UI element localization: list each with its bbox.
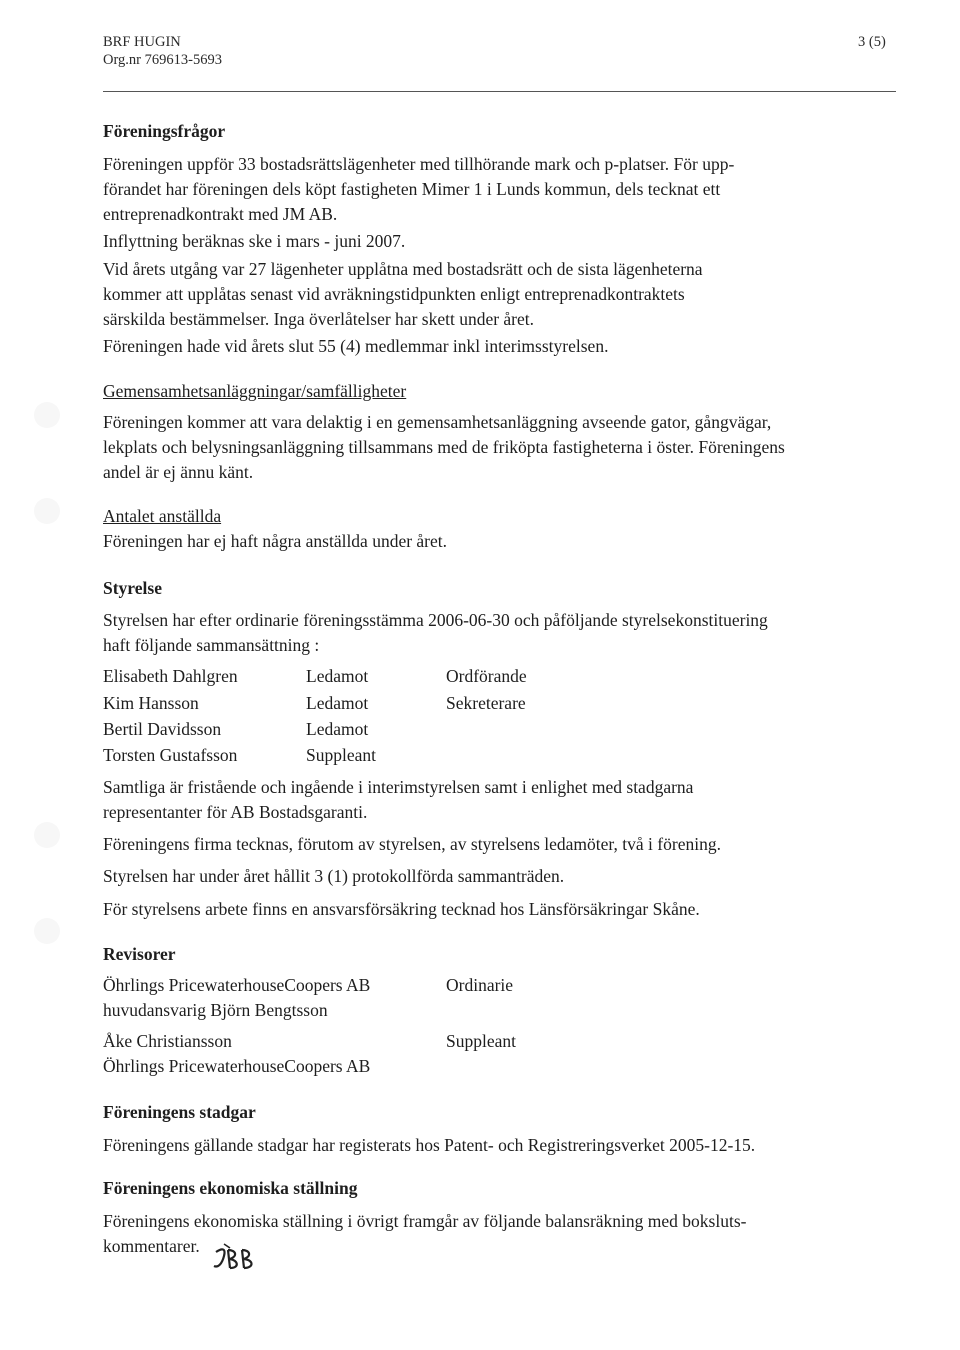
board-member-name: Elisabeth Dahlgren: [103, 666, 238, 686]
board-member-position: Ordförande: [446, 666, 527, 686]
auditor-line: Åke Christiansson: [103, 1031, 232, 1051]
subsection-title-gemensamhet: Gemensamhetsanläggningar/samfälligheter: [103, 381, 407, 401]
paragraph-line: entreprenadkontrakt med JM AB.: [103, 204, 338, 224]
org-number: Org.nr 769613-5693: [103, 52, 222, 68]
paragraph-line: lekplats och belysningsanläggning tillsammans med de friköpta fastigheterna i öster. Föreningens: [103, 437, 785, 457]
paragraph-line: Inflyttning beräknas ske i mars - juni 2007.: [103, 231, 406, 251]
punch-hole-decoration: [34, 822, 60, 848]
paragraph-line: Föreningen kommer att vara delaktig i en gemensamhetsanläggning avseende gator, gångvägar,: [103, 412, 772, 432]
auditor-role: Suppleant: [446, 1031, 516, 1051]
paragraph-line: Samtliga är fristående och ingående i interimstyrelsen samt i enlighet med stadgarna: [103, 777, 694, 797]
section-title-foreningsfragor: Föreningsfrågor: [103, 121, 226, 141]
section-title-stadgar: Föreningens stadgar: [103, 1102, 256, 1122]
punch-hole-decoration: [34, 498, 60, 524]
section-title-ekonomisk: Föreningens ekonomiska ställning: [103, 1178, 358, 1198]
punch-hole-decoration: [34, 918, 60, 944]
auditor-line: huvudansvarig Björn Bengtsson: [103, 1000, 328, 1020]
section-title-revisorer: Revisorer: [103, 944, 176, 964]
paragraph-line: Föreningens ekonomiska ställning i övrigt framgår av följande balansräkning med boksluts-: [103, 1211, 747, 1231]
paragraph-line: kommentarer.: [103, 1236, 200, 1256]
paragraph-line: Styrelsen har under året hållit 3 (1) protokollförda sammanträden.: [103, 866, 565, 886]
paragraph-line: För styrelsens arbete finns en ansvarsförsäkring tecknad hos Länsförsäkringar Skåne.: [103, 899, 700, 919]
paragraph-line: haft följande sammansättning :: [103, 635, 320, 655]
header-divider: [103, 91, 896, 92]
org-name: BRF HUGIN: [103, 34, 181, 50]
auditor-line: Öhrlings PricewaterhouseCoopers AB: [103, 1056, 371, 1076]
paragraph-line: Vid årets utgång var 27 lägenheter upplåtna med bostadsrätt och de sista lägenheterna: [103, 259, 703, 279]
signature-initials: [210, 1238, 270, 1278]
auditor-line: Öhrlings PricewaterhouseCoopers AB: [103, 975, 371, 995]
board-member-role: Ledamot: [306, 719, 369, 739]
board-member-name: Kim Hansson: [103, 693, 199, 713]
paragraph-line: Styrelsen har efter ordinarie föreningsstämma 2006-06-30 och påföljande styrelsekonstituering: [103, 610, 768, 630]
section-title-styrelse: Styrelse: [103, 578, 162, 598]
paragraph-line: särskilda bestämmelser. Inga överlåtelser har skett under året.: [103, 309, 535, 329]
paragraph-line: kommer att upplåtas senast vid avräkningstidpunkten enligt entreprenadkontraktets: [103, 284, 685, 304]
board-member-name: Torsten Gustafsson: [103, 745, 238, 765]
paragraph-line: Föreningens firma tecknas, förutom av styrelsen, av styrelsens ledamöter, två i förening.: [103, 834, 721, 854]
board-member-role: Suppleant: [306, 745, 376, 765]
auditor-role: Ordinarie: [446, 975, 514, 995]
board-member-position: Sekreterare: [446, 693, 526, 713]
board-member-role: Ledamot: [306, 693, 369, 713]
page-number: 3 (5): [858, 34, 886, 50]
punch-hole-decoration: [34, 402, 60, 428]
board-member-name: Bertil Davidsson: [103, 719, 222, 739]
paragraph-line: andel är ej ännu känt.: [103, 462, 254, 482]
paragraph-line: förandet har föreningen dels köpt fastigheten Mimer 1 i Lunds kommun, dels tecknat ett: [103, 179, 721, 199]
board-member-role: Ledamot: [306, 666, 369, 686]
paragraph-line: Föreningen har ej haft några anställda under året.: [103, 531, 448, 551]
paragraph-line: Föreningens gällande stadgar har registerats hos Patent- och Registreringsverket 2005-12-15.: [103, 1135, 756, 1155]
paragraph-line: Föreningen uppför 33 bostadsrättslägenheter med tillhörande mark och p-platser. För upp-: [103, 154, 735, 174]
subsection-title-anstallda: Antalet anställda: [103, 506, 222, 526]
paragraph-line: representanter för AB Bostadsgaranti.: [103, 802, 368, 822]
paragraph-line: Föreningen hade vid årets slut 55 (4) medlemmar inkl interimsstyrelsen.: [103, 336, 609, 356]
